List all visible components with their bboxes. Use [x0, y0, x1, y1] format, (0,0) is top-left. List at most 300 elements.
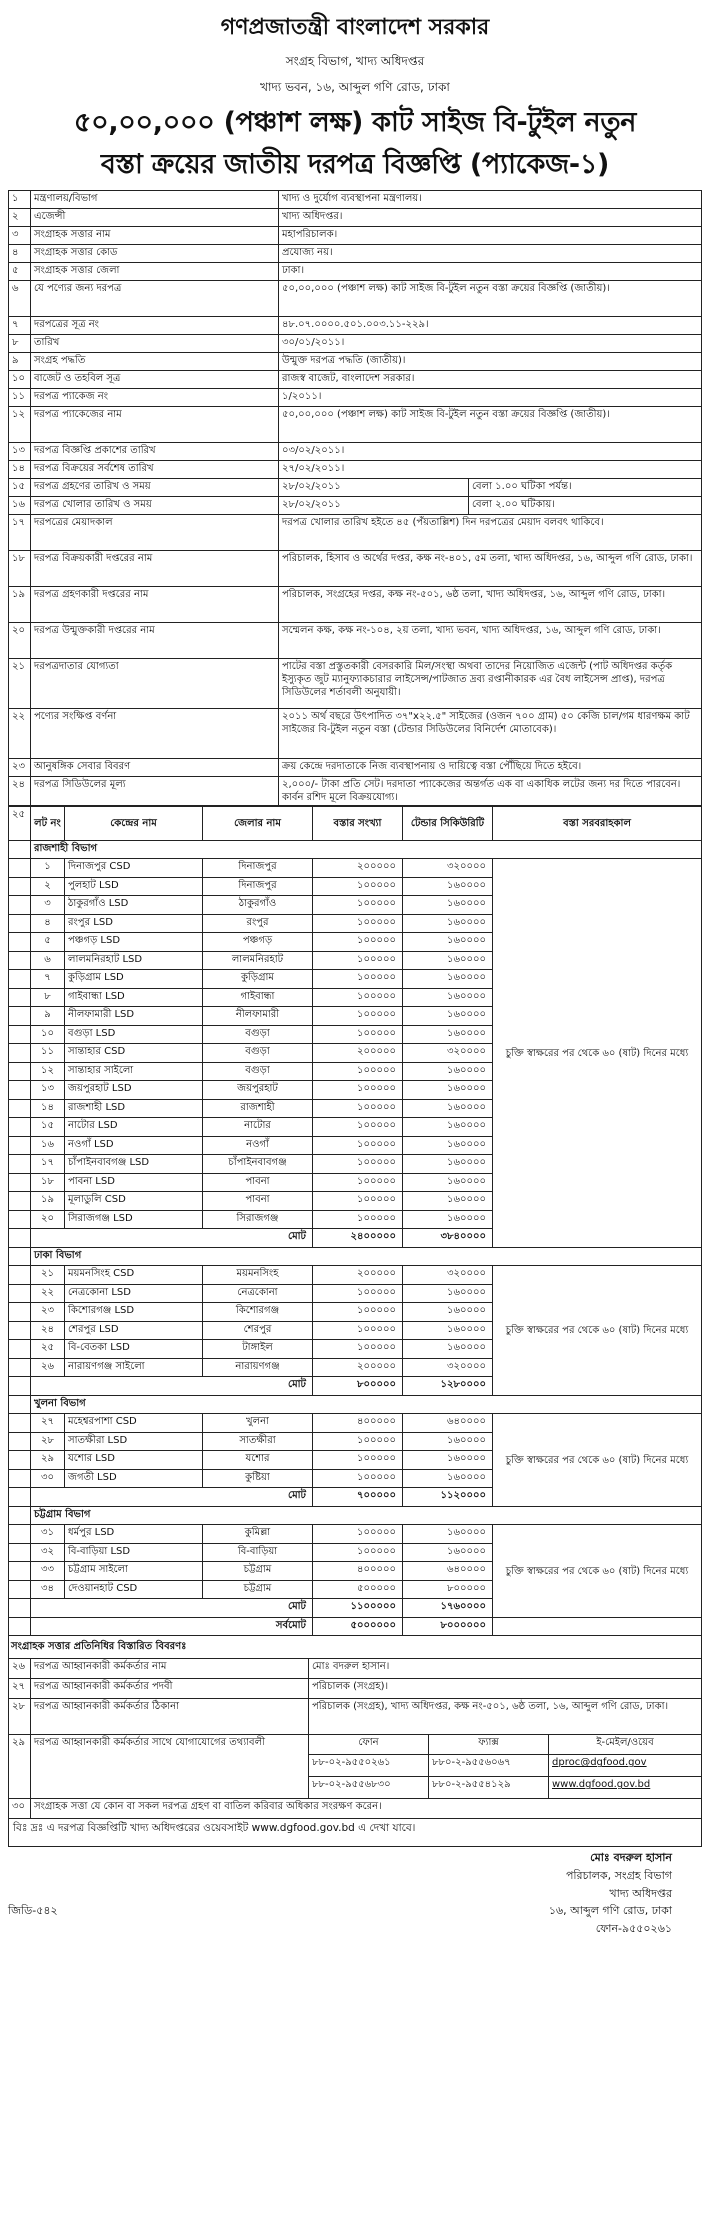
info-table	[8, 190, 702, 806]
item-number: ১৯	[9, 586, 31, 622]
item-value: মোঃ বদরুল হাসান।	[309, 1659, 702, 1679]
item-number: ২৭	[9, 1679, 31, 1699]
info-row	[9, 388, 702, 406]
table-row	[9, 1414, 702, 1433]
lot-number: ৮	[31, 988, 65, 1007]
blank-cell	[9, 1210, 31, 1229]
info-row	[9, 442, 702, 460]
blank-cell	[9, 896, 31, 915]
item-label: দরপত্র বিক্রয়কারী দপ্তরের নাম	[31, 550, 279, 586]
info-row	[9, 190, 702, 208]
info-row	[9, 758, 702, 776]
total-label: মোট	[31, 1488, 313, 1507]
item-value-time: বেলা ২.০০ ঘটিকায়।	[469, 496, 702, 514]
center-name: সাতক্ষীরা LSD	[65, 1432, 203, 1451]
info-row	[9, 776, 702, 805]
item-label: দরপত্র গ্রহণকারী দপ্তরের নাম	[31, 586, 279, 622]
lot-number: ২৮	[31, 1432, 65, 1451]
info-row	[9, 352, 702, 370]
tender-security: ১৬০০০০	[403, 1284, 493, 1303]
district-name: শেরপুর	[203, 1321, 313, 1340]
lot-number: ১৫	[31, 1118, 65, 1137]
item-number: ১২	[9, 406, 31, 442]
info-row	[9, 370, 702, 388]
item-value: উন্মুক্ত দরপত্র পদ্ধতি (জাতীয়)।	[279, 352, 702, 370]
bag-count: ৪০০০০০	[313, 1562, 403, 1581]
info-row	[9, 226, 702, 244]
lot-number: ১০	[31, 1025, 65, 1044]
info-row	[9, 334, 702, 352]
item-label: দরপত্র বিজ্ঞপ্তি প্রকাশের তারিখ	[31, 442, 279, 460]
bag-count: ১০০০০০	[313, 1136, 403, 1155]
total-bags: ১১০০০০০	[313, 1599, 403, 1618]
item-number: ২৬	[9, 1659, 31, 1679]
delivery-period: চুক্তি স্বাক্ষরের পর থেকে ৬০ (ষাট) দিনের মধ্যে	[493, 1414, 702, 1507]
info-row	[9, 316, 702, 334]
lot-number: ১৪	[31, 1099, 65, 1118]
table-row	[9, 1266, 702, 1285]
item-number: ৭	[9, 316, 31, 334]
blank-cell	[9, 1543, 31, 1562]
bag-count: ১০০০০০	[313, 1192, 403, 1211]
bag-count: ১০০০০০	[313, 1155, 403, 1174]
bag-count: ১০০০০০	[313, 914, 403, 933]
blank-cell	[9, 1432, 31, 1451]
lot-number: ১২	[31, 1062, 65, 1081]
blank-cell	[9, 1451, 31, 1470]
signatory-title: পরিচালক, সংগ্রহ বিভাগ	[565, 1868, 672, 1882]
center-name: যশোর LSD	[65, 1451, 203, 1470]
item-number: ১০	[9, 370, 31, 388]
delivery-period: চুক্তি স্বাক্ষরের পর থেকে ৬০ (ষাট) দিনের মধ্যে	[493, 859, 702, 1248]
item-number: ২২	[9, 708, 31, 758]
center-name: গাইবান্ধা LSD	[65, 988, 203, 1007]
info-row	[9, 1659, 702, 1679]
item-value: ৫০,০০,০০০ (পঞ্চাশ লক্ষ) কাট সাইজ বি-টুইল নতুন বস্তা ক্রয়ের বিজ্ঞপ্তি (জাতীয়)।	[279, 406, 702, 442]
lot-number: ২৫	[31, 1340, 65, 1359]
blank-cell	[9, 1284, 31, 1303]
bag-count: ১০০০০০	[313, 1432, 403, 1451]
district-name: কুষ্টিয়া	[203, 1469, 313, 1488]
tender-security: ১৬০০০০	[403, 1136, 493, 1155]
delivery-period: চুক্তি স্বাক্ষরের পর থেকে ৬০ (ষাট) দিনের মধ্যে	[493, 1525, 702, 1618]
item-value: ৫০,০০,০০০ (পঞ্চাশ লক্ষ) কাট সাইজ বি-টুইল নতুন বস্তা ক্রয়ের বিজ্ঞপ্তি (জাতীয়)।	[279, 280, 702, 316]
blank-cell	[493, 1617, 702, 1636]
email-link[interactable]: dproc@dgfood.gov	[549, 1755, 702, 1777]
blank-cell	[9, 988, 31, 1007]
bag-count: ১০০০০০	[313, 1340, 403, 1359]
item-value: পরিচালক (সংগ্রহ), খাদ্য অধিদপ্তর, কক্ষ নং-৫০১, ৬ষ্ঠ তলা, ১৬, আব্দুল গণি রোড, ঢাকা।	[309, 1699, 702, 1735]
blank-cell	[9, 1025, 31, 1044]
website-note: বিঃ দ্রঃ এ দরপত্র বিজ্ঞপ্তিটি খাদ্য অধিদপ্তরের ওয়েবসাইট www.dgfood.gov.bd এ দেখা যাবে।	[8, 1819, 702, 1847]
bag-count: ১০০০০০	[313, 970, 403, 989]
info-row	[9, 622, 702, 658]
bag-count: ৪০০০০০	[313, 1414, 403, 1433]
total-security: ১১২০০০০	[403, 1488, 493, 1507]
total-security: ৩৮৪০০০০	[403, 1229, 493, 1248]
item-number: ২৯	[9, 1735, 31, 1799]
delivery-period: চুক্তি স্বাক্ষরের পর থেকে ৬০ (ষাট) দিনের মধ্যে	[493, 1266, 702, 1396]
tender-security: ১৬০০০০	[403, 1321, 493, 1340]
tender-security: ৩২০০০০	[403, 1358, 493, 1377]
lot-number: ২৪	[31, 1321, 65, 1340]
tender-security: ৩২০০০০	[403, 859, 493, 878]
lot-number: ৬	[31, 951, 65, 970]
center-name: রাজশাহী LSD	[65, 1099, 203, 1118]
info-row	[9, 406, 702, 442]
blank-cell	[9, 1377, 31, 1396]
center-name: লালমনিরহাট LSD	[65, 951, 203, 970]
district-name: রংপুর	[203, 914, 313, 933]
bag-count: ২০০০০০	[313, 1266, 403, 1285]
blank-cell	[9, 1414, 31, 1433]
tender-security: ১৬০০০০	[403, 1525, 493, 1544]
tender-security: ৩২০০০০	[403, 1266, 493, 1285]
address-line: খাদ্য ভবন, ১৬, আব্দুল গণি রোড, ঢাকা	[260, 80, 450, 94]
signatory-org: খাদ্য অধিদপ্তর	[609, 1886, 672, 1900]
item-label: দরপত্র গ্রহণের তারিখ ও সময়	[31, 478, 279, 496]
district-name: যশোর	[203, 1451, 313, 1470]
item-number: ১	[9, 190, 31, 208]
blank-cell	[9, 1358, 31, 1377]
center-name: সিরাজগঞ্জ LSD	[65, 1210, 203, 1229]
tender-security: ১৬০০০০	[403, 1081, 493, 1100]
item-value: পরিচালক, হিসাব ও অর্থের দপ্তর, কক্ষ নং-৪০১, ৫ম তলা, খাদ্য অধিদপ্তর, ১৬, আব্দুল গণি রোড, ঢাকা।	[279, 550, 702, 586]
blank-cell	[9, 1136, 31, 1155]
signatory-address: ১৬, আব্দুল গণি রোড, ঢাকা	[548, 1904, 672, 1918]
item-value: ২,০০০/- টাকা প্রতি সেট। দরদাতা প্যাকেজের অন্তর্গত এক বা একাধিক লটের জন্য দর দিতে পারবেন। কার্বন রশিদ মূলে বিক্রয়যোগ্য।	[279, 776, 702, 805]
lot-number: ১	[31, 859, 65, 878]
tender-security: ১৬০০০০	[403, 933, 493, 952]
district-name: ময়মনসিংহ	[203, 1266, 313, 1285]
item-value: খাদ্য অধিদপ্তর।	[279, 208, 702, 226]
blank-cell	[9, 1266, 31, 1285]
blank-cell	[9, 840, 31, 859]
bag-count: ১০০০০০	[313, 951, 403, 970]
item-label: দরপত্রের মেয়াদকাল	[31, 514, 279, 550]
total-bags: ৭০০০০০	[313, 1488, 403, 1507]
bag-count: ১০০০০০	[313, 1525, 403, 1544]
item-label: তারিখ	[31, 334, 279, 352]
bag-count: ২০০০০০	[313, 859, 403, 878]
center-name: পঞ্চগড় LSD	[65, 933, 203, 952]
center-name: পাবনা LSD	[65, 1173, 203, 1192]
district-name: লালমনিরহাট	[203, 951, 313, 970]
lot-number: ২৯	[31, 1451, 65, 1470]
item-value: দরপত্র খোলার তারিখ হইতে ৪৫ (পঁয়তাল্লিশ) দিন দরপত্রের মেয়াদ বলবৎ থাকিবে।	[279, 514, 702, 550]
table-row	[9, 1525, 702, 1544]
item-number: ১৮	[9, 550, 31, 586]
item-label: যে পণ্যের জন্য দরপত্র	[31, 280, 279, 316]
district-name: জয়পুরহাট	[203, 1081, 313, 1100]
district-name: চট্টগ্রাম	[203, 1562, 313, 1581]
lot-table	[8, 806, 702, 1637]
lot-number: ৩	[31, 896, 65, 915]
total-security: ১২৮০০০০	[403, 1377, 493, 1396]
blank-cell	[9, 951, 31, 970]
lot-number: ১৬	[31, 1136, 65, 1155]
total-label: মোট	[31, 1599, 313, 1618]
item-label: দরপত্রদাতার যোগ্যতা	[31, 658, 279, 708]
item-number: ২	[9, 208, 31, 226]
lot-number: ৭	[31, 970, 65, 989]
item-label: দরপত্র আহ্বানকারী কর্মকর্তার সাথে যোগাযোগের তথ্যাবলী	[31, 1735, 309, 1799]
item-value: ২০১১ অর্থ বছরে উৎপাদিত ৩৭"x২২.৫" সাইজের (ওজন ৭০০ গ্রাম) ৫০ কেজি চাল/গম ধারণক্ষম কাট সাইজের বি-টুইল নতুন বস্তা (টেন্ডার সিডিউলের বিনির্দেশ মোতাবেক)।	[279, 708, 702, 758]
info-row	[9, 460, 702, 478]
security-header: টেন্ডার সিকিউরিটি	[403, 806, 493, 840]
blank-cell	[9, 1599, 31, 1618]
center-name: মহেশ্বরপাশা CSD	[65, 1414, 203, 1433]
district-header: জেলার নাম	[203, 806, 313, 840]
item-label: দরপত্র প্যাকেজ নং	[31, 388, 279, 406]
tender-security: ১৬০০০০	[403, 1543, 493, 1562]
tender-security: ১৬০০০০	[403, 1155, 493, 1174]
item-number: ১৩	[9, 442, 31, 460]
item-label: দরপত্র উন্মুক্তকারী দপ্তরের নাম	[31, 622, 279, 658]
grand-total-label: সর্বমোট	[31, 1617, 313, 1636]
notice-title-line-2: বস্তা ক্রয়ের জাতীয় দরপত্র বিজ্ঞপ্তি (প্যাকেজ-১)	[100, 149, 610, 181]
blank-cell	[9, 1303, 31, 1322]
blank-cell	[9, 933, 31, 952]
bag-count: ১০০০০০	[313, 1303, 403, 1322]
bags-header: বস্তার সংখ্যা	[313, 806, 403, 840]
item-value: সংগ্রাহক সত্তা যে কোন বা সকল দরপত্র গ্রহণ বা বাতিল করিবার অধিকার সংরক্ষণ করেন।	[31, 1799, 702, 1819]
center-name: পুলহাট LSD	[65, 877, 203, 896]
item-number: ৩০	[9, 1799, 31, 1819]
center-name: দেওয়ানহাট CSD	[65, 1580, 203, 1599]
item-label: দরপত্র সিডিউলের মূল্য	[31, 776, 279, 805]
tender-security: ১৬০০০০	[403, 1210, 493, 1229]
tender-security: ৩২০০০০	[403, 1044, 493, 1063]
division-row	[9, 840, 702, 859]
blank-cell	[9, 1229, 31, 1248]
bag-count: ১০০০০০	[313, 1173, 403, 1192]
district-name: কিশোরগঞ্জ	[203, 1303, 313, 1322]
bag-count: ২০০০০০	[313, 1044, 403, 1063]
district-name: নীলফামারী	[203, 1007, 313, 1026]
district-name: পাবনা	[203, 1173, 313, 1192]
item-value: পরিচালক (সংগ্রহ)।	[309, 1679, 702, 1699]
tender-security: ১৬০০০০	[403, 1007, 493, 1026]
blank-cell	[9, 1488, 31, 1507]
bag-count: ১০০০০০	[313, 1007, 403, 1026]
item-value: ০৩/০২/২০১১।	[279, 442, 702, 460]
tender-security: ১৬০০০০	[403, 1303, 493, 1322]
info-row	[9, 262, 702, 280]
division-name: খুলনা বিভাগ	[31, 1395, 702, 1414]
division-row	[9, 1247, 702, 1266]
info-row	[9, 496, 702, 514]
representative-table	[8, 1658, 702, 1819]
item-number: ৬	[9, 280, 31, 316]
phone-header: ফোন	[309, 1735, 429, 1755]
info-row	[9, 586, 702, 622]
email-header: ই-মেইল/ওয়েব	[549, 1735, 702, 1755]
bag-count: ১০০০০০	[313, 1321, 403, 1340]
blank-cell	[9, 1081, 31, 1100]
fax-2: ৮৮০-২-৯৫৫৪১২৯	[429, 1777, 549, 1799]
tender-security: ৬৪০০০০	[403, 1414, 493, 1433]
item-value: খাদ্য ও দুর্যোগ ব্যবস্থাপনা মন্ত্রণালয়।	[279, 190, 702, 208]
info-row	[9, 280, 702, 316]
item-number: ৫	[9, 262, 31, 280]
lot-number: ২০	[31, 1210, 65, 1229]
gd-code: জিডি-৫৪২	[8, 1904, 58, 1918]
grand-total-bags: ৫০০০০০০	[313, 1617, 403, 1636]
signatory-phone: ফোন-৯৫৫০২৬১	[595, 1921, 672, 1935]
lot-number: ৯	[31, 1007, 65, 1026]
item-value: পরিচালক, সংগ্রহের দপ্তর, কক্ষ নং-৫০১, ৬ষ্ঠ তলা, খাদ্য অধিদপ্তর, ১৬, আব্দুল গণি রোড, ঢাকা।	[279, 586, 702, 622]
center-name: রংপুর LSD	[65, 914, 203, 933]
district-name: ঠাকুরগাঁও	[203, 896, 313, 915]
item-number: ৯	[9, 352, 31, 370]
bag-count: ৫০০০০০	[313, 1580, 403, 1599]
item-value: ২৮/০২/২০১১	[279, 496, 469, 514]
blank-cell	[9, 1155, 31, 1174]
bag-count: ২০০০০০	[313, 1358, 403, 1377]
item-label: সংগ্রাহক সত্তার নাম	[31, 226, 279, 244]
signatory-name: মোঃ বদরুল হাসান	[590, 1851, 672, 1865]
district-name: চাঁপাইনবাবগঞ্জ	[203, 1155, 313, 1174]
blank-cell	[9, 1580, 31, 1599]
tender-security: ১৬০০০০	[403, 1340, 493, 1359]
division-name: ঢাকা বিভাগ	[31, 1247, 702, 1266]
website-link[interactable]: www.dgfood.gov.bd	[549, 1777, 702, 1799]
district-name: চট্টগ্রাম	[203, 1580, 313, 1599]
lot-number: ১৩	[31, 1081, 65, 1100]
lot-number: ৩৩	[31, 1562, 65, 1581]
info-row	[9, 550, 702, 586]
center-name: কিশোরগঞ্জ LSD	[65, 1303, 203, 1322]
lot-header: লট নং	[31, 806, 65, 840]
blank-cell	[9, 1007, 31, 1026]
item-number: ২০	[9, 622, 31, 658]
center-name: ময়মনসিংহ CSD	[65, 1266, 203, 1285]
blank-cell	[9, 859, 31, 878]
lot-number: ৩০	[31, 1469, 65, 1488]
item-value: ক্রয় কেন্দ্রে দরদাতাকে নিজ ব্যবস্থাপনায় ও দায়িত্বে বস্তা পৌঁছিয়ে দিতে হইবে।	[279, 758, 702, 776]
tender-security: ১৬০০০০	[403, 1118, 493, 1137]
blank-cell	[9, 877, 31, 896]
item-label: দরপত্রের সূত্র নং	[31, 316, 279, 334]
center-name: বগুড়া LSD	[65, 1025, 203, 1044]
district-name: টাঙ্গাইল	[203, 1340, 313, 1359]
center-name: ঠাকুরগাঁও LSD	[65, 896, 203, 915]
grand-total-security: ৮০০০০০০	[403, 1617, 493, 1636]
center-name: দিনাজপুর CSD	[65, 859, 203, 878]
item-number: ২৩	[9, 758, 31, 776]
tender-security: ১৬০০০০	[403, 914, 493, 933]
item-number: ২৮	[9, 1699, 31, 1735]
lot-number: ২২	[31, 1284, 65, 1303]
item-label: এজেন্সী	[31, 208, 279, 226]
district-name: নেত্রকোনা	[203, 1284, 313, 1303]
bag-count: ১০০০০০	[313, 877, 403, 896]
district-name: গাইবান্ধা	[203, 988, 313, 1007]
blank-cell	[9, 1099, 31, 1118]
lot-number: ১১	[31, 1044, 65, 1063]
division-name: চট্টগ্রাম বিভাগ	[31, 1506, 702, 1525]
bag-count: ১০০০০০	[313, 933, 403, 952]
bag-count: ১০০০০০	[313, 1284, 403, 1303]
center-name: নীলফামারী LSD	[65, 1007, 203, 1026]
district-name: সিরাজগঞ্জ	[203, 1210, 313, 1229]
item-number: ১৪	[9, 460, 31, 478]
blank-cell	[9, 1562, 31, 1581]
district-name: বি-বাড়িয়া	[203, 1543, 313, 1562]
center-name: বি-বেতকা LSD	[65, 1340, 203, 1359]
blank-cell	[9, 1395, 31, 1414]
blank-cell	[9, 970, 31, 989]
blank-cell	[9, 1506, 31, 1525]
info-row	[9, 514, 702, 550]
item-label: মন্ত্রণালয়/বিভাগ	[31, 190, 279, 208]
item-label: বাজেট ও তহবিল সূত্র	[31, 370, 279, 388]
item-label: দরপত্র আহ্বানকারী কর্মকর্তার নাম	[31, 1659, 309, 1679]
fax-header: ফ্যাক্স	[429, 1735, 549, 1755]
item-label: দরপত্র খোলার তারিখ ও সময়	[31, 496, 279, 514]
blank-cell	[9, 1617, 31, 1636]
bag-count: ১০০০০০	[313, 1099, 403, 1118]
division-row	[9, 1506, 702, 1525]
item-value: রাজস্ব বাজেট, বাংলাদেশ সরকার।	[279, 370, 702, 388]
blank-cell	[9, 1247, 31, 1266]
district-name: নওগাঁ	[203, 1136, 313, 1155]
item-number: ১১	[9, 388, 31, 406]
grand-total-row	[9, 1617, 702, 1636]
tender-security: ১৬০০০০	[403, 896, 493, 915]
total-label: মোট	[31, 1377, 313, 1396]
district-name: বগুড়া	[203, 1062, 313, 1081]
department-line: সংগ্রহ বিভাগ, খাদ্য অধিদপ্তর	[285, 54, 425, 68]
item-number: ১৬	[9, 496, 31, 514]
tender-security: ১৬০০০০	[403, 970, 493, 989]
tender-security: ১৬০০০০	[403, 1099, 493, 1118]
item-number: ২৪	[9, 776, 31, 805]
total-security: ১৭৬০০০০	[403, 1599, 493, 1618]
center-name: বি-বাড়িয়া LSD	[65, 1543, 203, 1562]
item-label: সংগ্রাহক সত্তার জেলা	[31, 262, 279, 280]
center-name: শেরপুর LSD	[65, 1321, 203, 1340]
district-name: বগুড়া	[203, 1025, 313, 1044]
info-row	[9, 1699, 702, 1735]
blank-cell	[9, 1340, 31, 1359]
district-name: কুমিল্লা	[203, 1525, 313, 1544]
blank-cell	[9, 1044, 31, 1063]
blank-cell	[9, 1321, 31, 1340]
item-value-time: বেলা ১.০০ ঘটিকা পর্যন্ত।	[469, 478, 702, 496]
district-name: দিনাজপুর	[203, 859, 313, 878]
center-name: সান্তাহার CSD	[65, 1044, 203, 1063]
center-name: নাটোর LSD	[65, 1118, 203, 1137]
item-label: দরপত্র আহ্বানকারী কর্মকর্তার ঠিকানা	[31, 1699, 309, 1735]
bag-count: ১০০০০০	[313, 1210, 403, 1229]
lot-number: ৪	[31, 914, 65, 933]
lot-number: ২	[31, 877, 65, 896]
lot-number: ১৭	[31, 1155, 65, 1174]
notice-title-line-1: ৫০,০০,০০০ (পঞ্চাশ লক্ষ) কাট সাইজ বি-টুইল নতুন	[73, 107, 637, 138]
info-row	[9, 208, 702, 226]
lot-number: ২৭	[31, 1414, 65, 1433]
center-name: নারায়ণগঞ্জ সাইলো	[65, 1358, 203, 1377]
center-name: ধর্মপুর LSD	[65, 1525, 203, 1544]
lot-number: ৩৪	[31, 1580, 65, 1599]
item-value: সম্মেলন কক্ষ, কক্ষ নং-১০৪, ২য় তলা, খাদ্য ভবন, খাদ্য অধিদপ্তর, ১৬, আব্দুল গণি রোড, ঢাকা।	[279, 622, 702, 658]
item-value: ৪৮.০৭.০০০০.৫০১.০০৩.১১-২২৯।	[279, 316, 702, 334]
item-value: প্রযোজ্য নয়।	[279, 244, 702, 262]
item-number: ২৫	[9, 806, 31, 840]
tender-security: ৮০০০০০	[403, 1580, 493, 1599]
